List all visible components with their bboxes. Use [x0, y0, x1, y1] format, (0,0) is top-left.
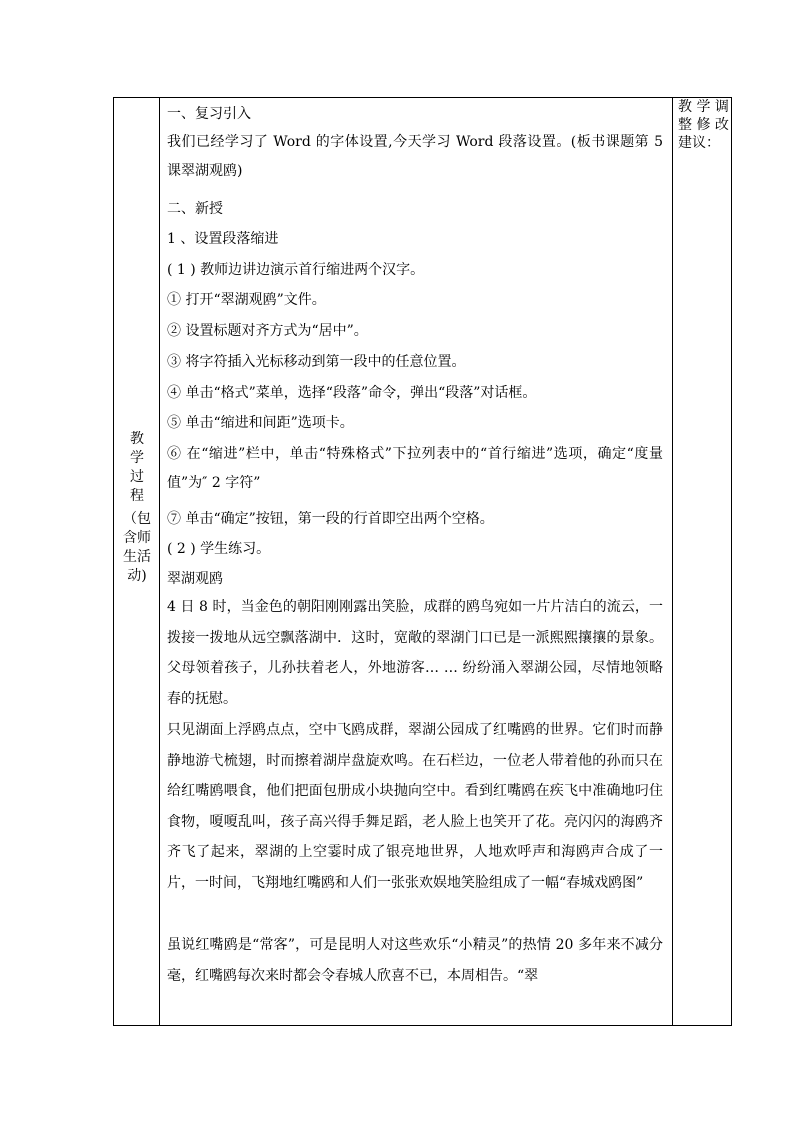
revision-cell	[674, 98, 732, 1025]
step-indent: 1 、设置段落缩进	[167, 231, 279, 247]
article-title: 翠湖观鸥	[167, 571, 223, 587]
article-paragraph-1: 4 日 8 时，当金色的朝阳刚刚露出笑脸，成群的鸥鸟宛如一片片洁白的流云，一拨接一拨地从远空飘落湖中．这时，宽敞的翠湖门口已是一派熙熙攘攘的景象。父母领着孩子，儿孙扶着老人，外地游客… … 纷纷涌入翠湖公园，尽情地领略春的抚慰。	[167, 599, 663, 707]
step-item-3: ③ 将字符插入光标移动到第一段中的任意位置。	[167, 354, 466, 370]
column-divider-right	[672, 98, 673, 1025]
step-item-6: ⑥ 在“缩进”栏中，单击“特殊格式”下拉列表中的“首行缩进”选项，确定“度量值”为″ 2 字符”	[167, 446, 663, 491]
heading-new: 二、新授	[167, 201, 223, 217]
sub-step-demo: ( 1 ) 教师边讲边演示首行缩进两个汉字。	[167, 262, 425, 278]
step-item-4: ④ 单击“格式”菜单，选择“段落”命令，弹出“段落”对话框。	[167, 385, 537, 401]
sub-step-practice: ( 2 ) 学生练习。	[167, 541, 271, 557]
heading-review: 一、复习引入	[167, 106, 251, 122]
process-label-main: 教学过程	[130, 431, 144, 504]
step-item-7: ⑦ 单击“确定”按钮，第一段的行首即空出两个空格。	[167, 511, 494, 527]
content-cell	[162, 98, 670, 1025]
lesson-table	[113, 97, 732, 1026]
article-paragraph-2: 只见湖面上浮鸥点点，空中飞鸥成群，翠湖公园成了红嘴鸥的世界。它们时而静静地游弋梳翅，时而擦着湖岸盘旋欢鸣。在石栏边，一位老人带着他的孙而只在给红嘴鸥喂食，他们把面包册成小块抛向空中。看到红嘴鸥在疾飞中准确地叼住食物，嗄嗄乱叫，孩子高兴得手舞足蹈，老人脸上也笑开了花。亮闪闪的海鸥齐齐飞了起来，翠湖的上空霎时成了银亮地世界，人地欢呼声和海鸥声合成了一片，一时间，飞翔地红嘴鸥和人们一张张欢娱地笑脸组成了一幅“春城戏鸥图”	[167, 722, 663, 891]
process-label	[114, 430, 160, 586]
step-item-5: ⑤ 单击“缩进和间距”选项卡。	[167, 415, 354, 431]
article-paragraph-3: 虽说红嘴鸥是“常客”，可是昆明人对这些欢乐“小精灵”的热情 20 多年来不减分毫，红嘴鸥每次来时都会令春城人欣喜不已，本周相告。“翠	[167, 937, 663, 984]
left-label-cell	[114, 98, 160, 1025]
step-item-2: ② 设置标题对齐方式为“居中”。	[167, 323, 368, 339]
step-item-1: ① 打开“翠湖观鸥”文件。	[167, 292, 326, 308]
process-label-sub: （包含师生活动)	[123, 511, 151, 584]
intro-paragraph: 我们已经学习了 Word 的字体设置,今天学习 Word 段落设置。(板书课题第 5 课翠湖观鸥)	[167, 134, 663, 179]
revision-label: 教 学 调 整 修 改 建议：	[678, 99, 729, 151]
